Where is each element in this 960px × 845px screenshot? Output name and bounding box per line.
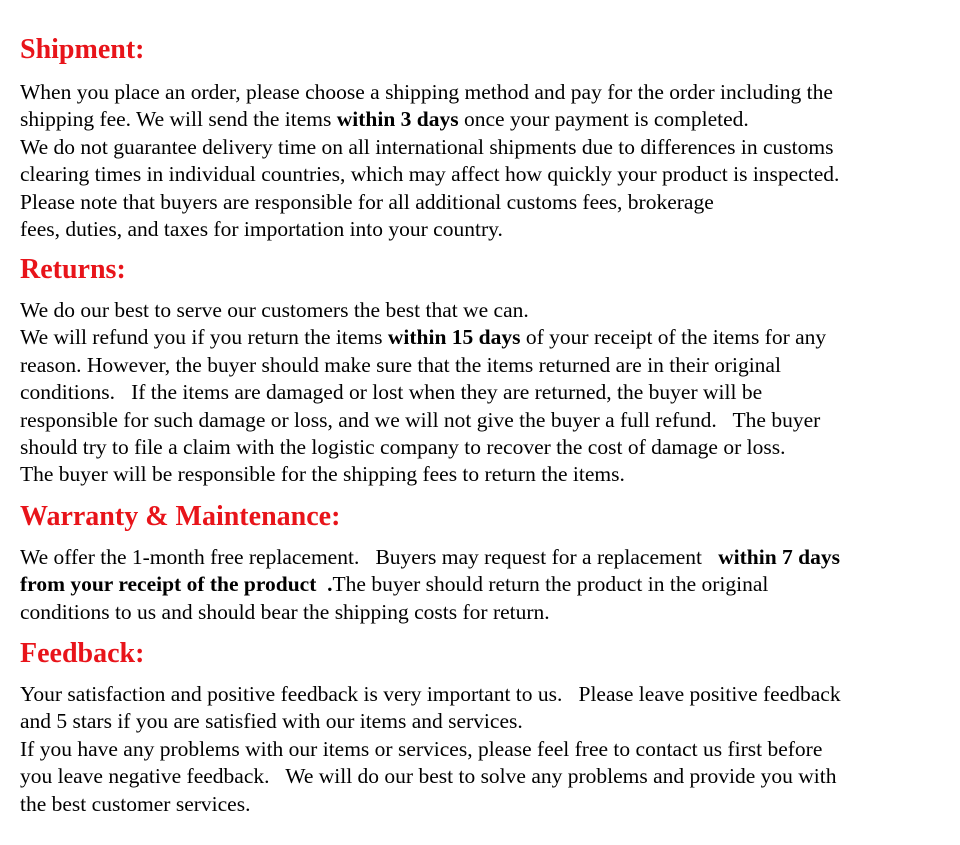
feedback-paragraph bbox=[20, 681, 841, 818]
shipment-line-4: clearing times in individual countries, which may affect how quickly your product is inspected. bbox=[20, 162, 840, 187]
shipment-line-2-start: shipping fee. We will send the items bbox=[20, 107, 337, 132]
feedback-line-4: you leave negative feedback. We will do our best to solve any problems and provide you with bbox=[20, 764, 837, 789]
warranty-bold-from-receipt: from your receipt of the product . bbox=[20, 572, 333, 597]
warranty-line-2-end: The buyer should return the product in the original bbox=[332, 572, 769, 597]
feedback-line-3: If you have any problems with our items or services, please feel free to contact us first before bbox=[20, 736, 823, 761]
returns-line-4: conditions. If the items are damaged or lost when they are returned, the buyer will be bbox=[20, 380, 763, 405]
warranty-line-1-start: We offer the 1-month free replacement. Buyers may request for a replacement bbox=[20, 545, 719, 569]
returns-heading: Returns: bbox=[20, 254, 126, 285]
returns-line-6: should try to file a claim with the logistic company to recover the cost of damage or loss. bbox=[20, 435, 786, 460]
warranty-paragraph bbox=[20, 544, 840, 626]
shipment-line-2-end: once your payment is completed. bbox=[458, 107, 749, 132]
feedback-heading: Feedback: bbox=[20, 638, 145, 669]
shipment-heading: Shipment: bbox=[20, 34, 145, 65]
returns-line-2-end: of your receipt of the items for any bbox=[520, 325, 827, 350]
shipment-line-1: When you place an order, please choose a shipping method and pay for the order including the bbox=[20, 80, 833, 104]
warranty-heading: Warranty & Maintenance: bbox=[20, 501, 341, 532]
returns-line-5: responsible for such damage or loss, and we will not give the buyer a full refund. The buyer bbox=[20, 407, 821, 432]
shipment-bold-within-3-days: within 3 days bbox=[336, 107, 459, 132]
returns-paragraph bbox=[20, 297, 826, 489]
feedback-line-2: and 5 stars if you are satisfied with our items and services. bbox=[20, 709, 523, 734]
shipment-line-5: Please note that buyers are responsible for all additional customs fees, brokerage bbox=[20, 189, 714, 214]
shipment-line-6: fees, duties, and taxes for importation into your country. bbox=[20, 217, 503, 242]
feedback-line-5: the best customer services. bbox=[20, 791, 251, 816]
returns-line-2-start: We will refund you if you return the items bbox=[20, 325, 388, 350]
feedback-line-1: Your satisfaction and positive feedback is very important to us. Please leave positive feedback bbox=[20, 682, 841, 706]
shipment-line-3: We do not guarantee delivery time on all international shipments due to differences in customs bbox=[20, 134, 834, 159]
warranty-bold-within-7-days: within 7 days bbox=[718, 545, 840, 569]
warranty-line-3: conditions to us and should bear the shipping costs for return. bbox=[20, 599, 550, 624]
returns-line-1: We do our best to serve our customers the best that we can. bbox=[20, 298, 529, 322]
shipment-paragraph bbox=[20, 79, 839, 243]
returns-bold-within-15-days: within 15 days bbox=[387, 325, 521, 350]
returns-line-3: reason. However, the buyer should make sure that the items returned are in their original bbox=[20, 352, 781, 377]
returns-line-7: The buyer will be responsible for the shipping fees to return the items. bbox=[20, 462, 625, 487]
